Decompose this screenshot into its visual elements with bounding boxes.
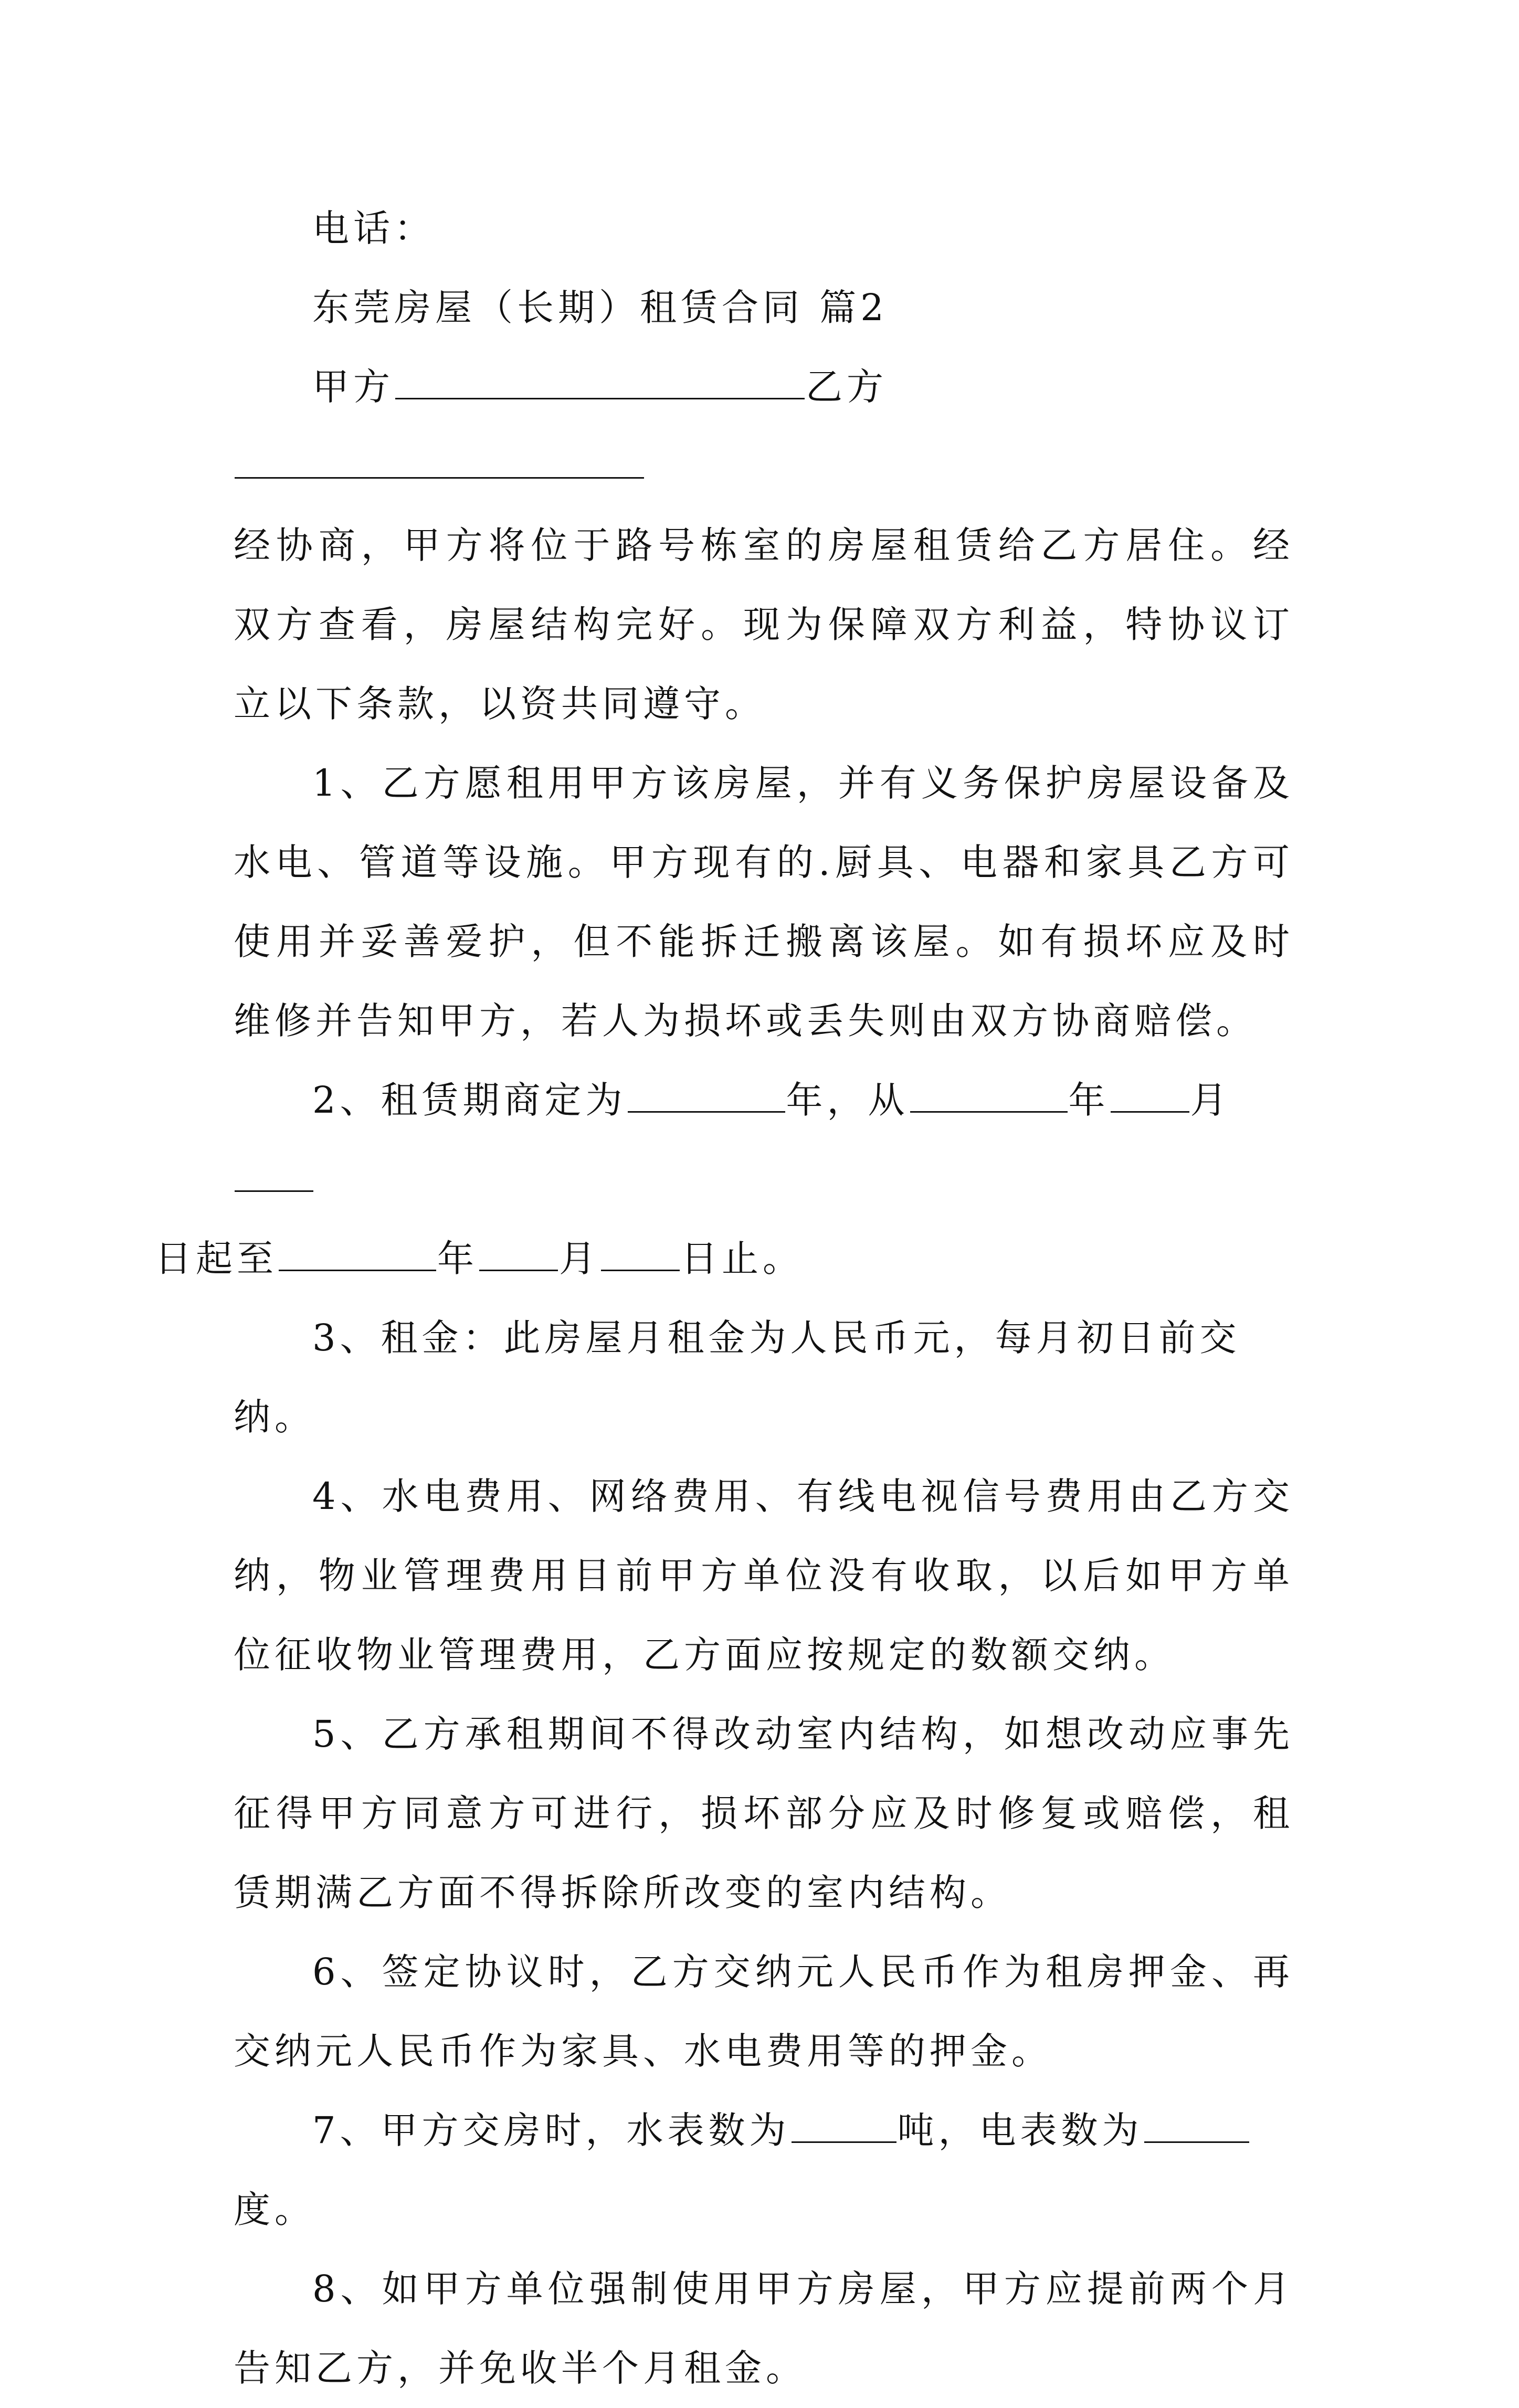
start-day-blank: [235, 1159, 313, 1192]
clause-5-text: 5、乙方承租期间不得改动室内结构，如想改动应事先征得甲方同意方可进行，损坏部分应及时修复或赔偿，租赁期满乙方面不得拆除所改变的室内结构。: [234, 1713, 1294, 1914]
document-body: [155, 189, 1294, 2408]
lease-years-blank: [628, 1080, 785, 1113]
water-meter-blank: [792, 2110, 896, 2143]
phone-label: 电话：: [312, 207, 435, 250]
clause-2-end-month: 月: [559, 1237, 600, 1280]
clause-2-month: 月: [1190, 1079, 1231, 1122]
clause-7-elec-unit: 度。: [234, 2188, 315, 2231]
title-text: 东莞房屋（长期）租赁合同 篇2: [312, 286, 888, 329]
end-year-blank: [279, 1238, 436, 1271]
clause-2-day-to: 日起至: [155, 1237, 278, 1280]
clause-2-day-end: 日止。: [681, 1237, 804, 1280]
end-month-blank: [479, 1238, 558, 1271]
electric-meter-blank: [1144, 2110, 1249, 2143]
clause-6-text: 6、签定协议时，乙方交纳元人民币作为租房押金、再交纳元人民币作为家具、水电费用等的押金。: [234, 1950, 1294, 2073]
clause-4: [234, 1457, 1294, 1695]
clause-2-end-year: 年: [437, 1237, 478, 1280]
intro-paragraph: [234, 506, 1294, 744]
end-day-blank: [601, 1238, 680, 1271]
clause-7-water-unit: 吨，电表数为: [897, 2109, 1143, 2152]
clause-1: [234, 744, 1294, 1061]
intro-text: 经协商，甲方将位于路号栋室的房屋租赁给乙方居住。经双方查看，房屋结构完好。现为保障双方利益，特协议订立以下条款，以资共同遵守。: [234, 524, 1294, 725]
clause-4-text: 4、水电费用、网络费用、有线电视信号费用由乙方交纳，物业管理费用目前甲方单位没有收取，以后如甲方单位征收物业管理费用，乙方面应按规定的数额交纳。: [234, 1475, 1294, 1676]
party-a-label: 甲方: [312, 365, 394, 408]
clause-8-text: 8、如甲方单位强制使用甲方房屋，甲方应提前两个月告知乙方，并免收半个月租金。: [234, 2267, 1294, 2390]
clause-2-year-from: 年，从: [786, 1079, 909, 1122]
clause-8: [234, 2249, 1294, 2408]
clause-3-text: 3、租金：此房屋月租金为人民币元，每月初日前交纳。: [234, 1316, 1241, 1439]
clause-7-prefix: 7、甲方交房时，水表数为: [312, 2109, 790, 2152]
start-month-blank: [1111, 1080, 1189, 1113]
clause-1-text: 1、乙方愿租用甲方该房屋，并有义务保护房屋设备及水电、管道等设施。甲方现有的.厨具、电器和家具乙方可使用并妥善爱护，但不能拆迁搬离该屋。如有损坏应及时维修并告知甲方，若人为损坏或丢失则由双方协商赔偿。: [234, 762, 1294, 1042]
party-b-blank: [235, 446, 644, 479]
clause-2: [155, 1061, 1294, 1298]
clause-7: [234, 2091, 1294, 2249]
party-b-label: 乙方: [806, 365, 888, 408]
start-year-blank: [910, 1080, 1068, 1113]
clause-6: [234, 1932, 1294, 2091]
party-a-blank: [395, 366, 805, 399]
parties-line: [234, 347, 1294, 506]
clause-2-year: 年: [1068, 1079, 1110, 1122]
phone-line: [234, 189, 1294, 268]
document-title: [234, 268, 1294, 347]
clause-5: [234, 1695, 1294, 1932]
clause-2-prefix: 2、租赁期商定为: [312, 1079, 627, 1122]
clause-3: [234, 1298, 1294, 1457]
